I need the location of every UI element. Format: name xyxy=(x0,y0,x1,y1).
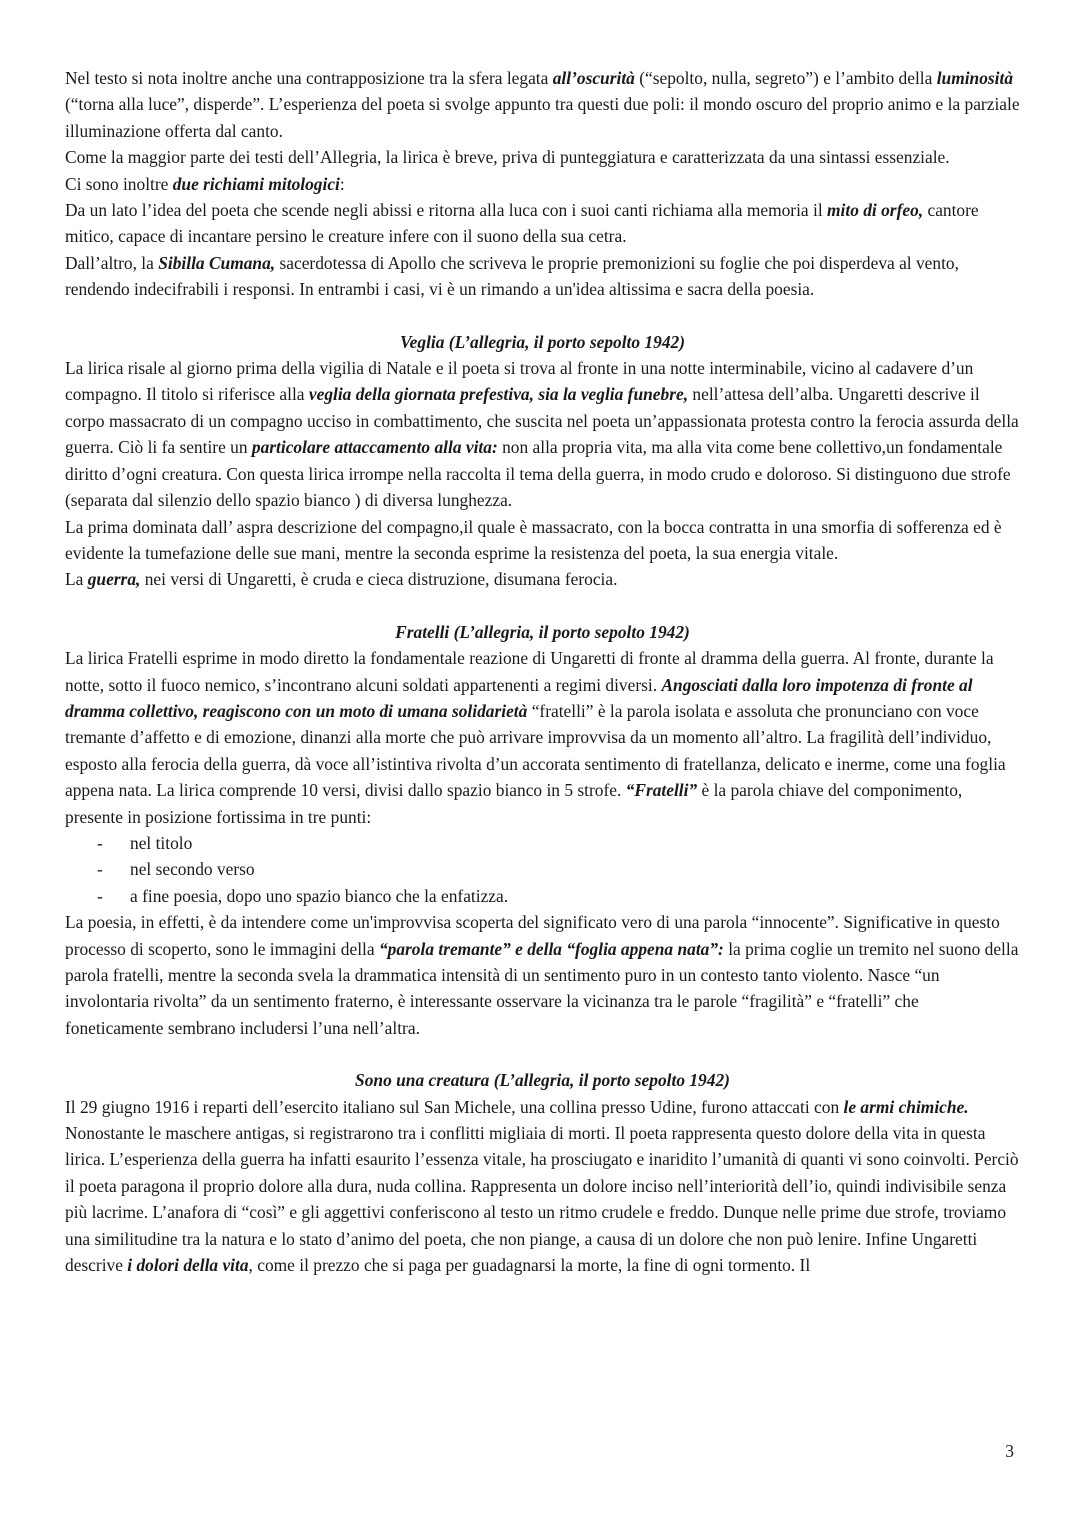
text-run: sacerdotessa di Apollo che scriveva le proprie premonizioni su foglie che poi disperdeva al vento, rendendo indecifrabili i responsi. In entrambi i casi, vi è un rimando a un'idea altissima e sacra della poesia. xyxy=(65,252,959,300)
text-run: La lirica Fratelli esprime in modo diretto la fondamentale reazione di Ungaretti di fronte al dramma della guerra. Al fronte, durante la notte, sotto il fuoco nemico, s’incontrano alcuni soldati appartenenti a regimi diversi. xyxy=(65,648,994,695)
page-content xyxy=(65,65,1020,1278)
section-spacer xyxy=(65,303,1020,329)
text-run: nei versi di Ungaretti, è cruda e cieca distruzione, disumana ferocia. xyxy=(140,569,618,590)
section-title-veglia: Veglia (L’allegria, il porto sepolto 1942) xyxy=(400,331,685,352)
emphasis-angosciati: Angosciati dalla loro impotenza di fronte al dramma collettivo, reagiscono con un moto di umana solidarietà xyxy=(65,674,973,721)
text-run: la prima coglie un tremito nel suono della parola fratelli, mentre la seconda svela la drammatica intensità di un sentimento puro in un contesto tanto violento. Nasce “un involontaria rivolta” da un sentimento fraterno, è interessante osservare la vicinanza tra le parole “fragilità” e “fratelli” che foneticamente sembrano includersi l’una nell’altra. xyxy=(65,938,1019,1038)
text-run: “fratelli” è la parola isolata e assoluta che pronunciano con voce tremante d’affetto e di emozione, dinanzi alla morte che può arrivare improvvisa da un momento all’altro. La fragilità dell’individuo, esposto alla ferocia della guerra, dà voce all’istintiva rivolta d’un accorata sentimento di fratellanza, delicato e inerme, come una foglia appena nata. La lirica comprende 10 versi, divisi dallo spazio bianco in 5 strofe. xyxy=(65,700,1006,801)
fratelli-list xyxy=(65,830,1020,909)
list-item: - nel secondo verso xyxy=(65,856,1020,882)
text-run: : xyxy=(339,173,345,194)
emphasis-armi: le armi chimiche. xyxy=(843,1096,969,1117)
emphasis-orfeo: mito di orfeo, xyxy=(827,200,924,221)
section-title-fratelli: Fratelli (L’allegria, il porto sepolto 1942) xyxy=(395,621,690,642)
list-item: - nel titolo xyxy=(65,830,1020,856)
emphasis-oscurita: all’oscurità xyxy=(552,68,635,88)
emphasis-dolori: i dolori della vita xyxy=(127,1255,249,1276)
emphasis-fratelli: “Fratelli” xyxy=(625,780,698,801)
paragraph-oscurita-luminosita xyxy=(65,65,1020,144)
section-title-creatura: Sono una creatura (L’allegria, il porto sepolto 1942) xyxy=(355,1070,730,1091)
text-run: (“sepolto, nulla, segreto”) e l’ambito della xyxy=(634,68,937,88)
paragraph-veglia-3 xyxy=(65,566,1020,592)
section-spacer xyxy=(65,593,1020,619)
text-run: Ci sono inoltre xyxy=(65,173,173,194)
text-run: Nonostante le maschere antigas, si registrarono tra i conflitti migliaia di morti. Il poeta rappresenta questo dolore della vita in questa lirica. L’esperienza della guerra ha infatti esaurito l’essenza vitale, ha prosciugato e inaridito l’umanità di quanti vi sono coinvolti. Perciò il poeta paragona il proprio dolore alla dura, nuda collina. Rappresenta un dolore inciso nell’interiorità dell’io, quindi indivisibile senza più lacrime. L’anafora di “così” e gli aggettivi conferiscono al testo un ritmo crudele e freddo. Dunque nelle prime due strofe, troviamo una similitudine tra la natura e lo stato d’animo del poeta, che non piange, a causa di un dolore che non può lenire. Infine Ungaretti descrive xyxy=(65,1123,1019,1276)
paragraph-fratelli-1 xyxy=(65,645,1020,830)
page-number: 3 xyxy=(1005,1441,1014,1461)
text-run: La poesia, in effetti, è da intendere come un'improvvisa scoperta del significato vero di una parola “innocente”. Significative in questo processo di scoperto, sono le immagini della xyxy=(65,912,1000,959)
paragraph-sibilla xyxy=(65,250,1020,303)
paragraph-orfeo xyxy=(65,197,1020,250)
emphasis-veglia: veglia della giornata prefestiva, sia la veglia funebre, xyxy=(308,384,689,405)
text-run: cantore mitico, capace di incantare persino le creature infere con il suono della sua cetra. xyxy=(65,200,979,247)
paragraph-creatura-1 xyxy=(65,1094,1020,1279)
emphasis-sibilla: Sibilla Cumana, xyxy=(158,252,276,273)
text-run: è la parola chiave del componimento, presente in posizione fortissima in tre punti: xyxy=(65,780,963,827)
text-run: nell’attesa dell’alba. Ungaretti descrive il corpo massacrato di un compagno ucciso in combattimento, che suscita nel poeta un’appassionata protesta contro la ferocia assurda della guerra. Ciò li fa sentire un xyxy=(65,384,1019,458)
text-run: La xyxy=(65,569,88,590)
list-item: - a fine poesia, dopo uno spazio bianco che la enfatizza. xyxy=(65,883,1020,909)
section-spacer xyxy=(65,1041,1020,1067)
text-run: Dall’altro, la xyxy=(65,252,159,273)
text-run: Da un lato l’idea del poeta che scende negli abissi e ritorna alla luca con i suoi canti richiama alla memoria il xyxy=(65,200,827,221)
text-run: Nel testo si nota inoltre anche una contrapposizione tra la sfera legata xyxy=(65,68,553,88)
text-run: (“torna alla luce”, disperde”. L’esperienza del poeta si svolge appunto tra questi due poli: il mondo oscuro del proprio animo e la parziale illuminazione offerta dal canto. xyxy=(65,94,1020,141)
paragraph-allegria-style: Come la maggior parte dei testi dell’Allegria, la lirica è breve, priva di punteggiatura e caratterizzata da una sintassi essenziale. xyxy=(65,147,950,168)
emphasis-guerra: guerra, xyxy=(87,569,141,590)
paragraph-veglia-2: La prima dominata dall’ aspra descrizione del compagno,il quale è massacrato, con la bocca contratta in una smorfia di sofferenza ed è evidente la tumefazione delle sue mani, mentre la seconda esprime la resistenza del poeta, la sua energia vitale. xyxy=(65,516,1002,563)
emphasis-luminosita: luminosità xyxy=(936,68,1014,88)
emphasis-richiami: due richiami mitologici xyxy=(172,173,340,194)
text-run: La lirica risale al giorno prima della vigilia di Natale e il poeta si trova al fronte in una notte interminabile, vicino al cadavere d’un compagno. Il titolo si riferisce alla xyxy=(65,358,974,405)
text-run: , come il prezzo che si paga per guadagnarsi la morte, la fine di ogni tormento. Il xyxy=(248,1255,811,1276)
emphasis-parola-foglia: “parola tremante” e della “foglia appena nata”: xyxy=(378,938,724,959)
paragraph-veglia-1 xyxy=(65,355,1020,513)
text-run: Il 29 giugno 1916 i reparti dell’esercito italiano sul San Michele, una collina presso Udine, furono attaccati con xyxy=(65,1096,844,1117)
text-run: non alla propria vita, ma alla vita come bene collettivo,un fondamentale diritto d’ogni creatura. Con questa lirica irrompe nella raccolta il tema della guerra, in modo crudo e doloroso. Si distinguono due strofe (separata dal silenzio dello spazio bianco ) di diversa lunghezza. xyxy=(65,437,1011,511)
paragraph-richiami xyxy=(65,171,1020,197)
emphasis-attaccamento: particolare attaccamento alla vita: xyxy=(251,437,498,458)
paragraph-fratelli-2 xyxy=(65,909,1020,1041)
